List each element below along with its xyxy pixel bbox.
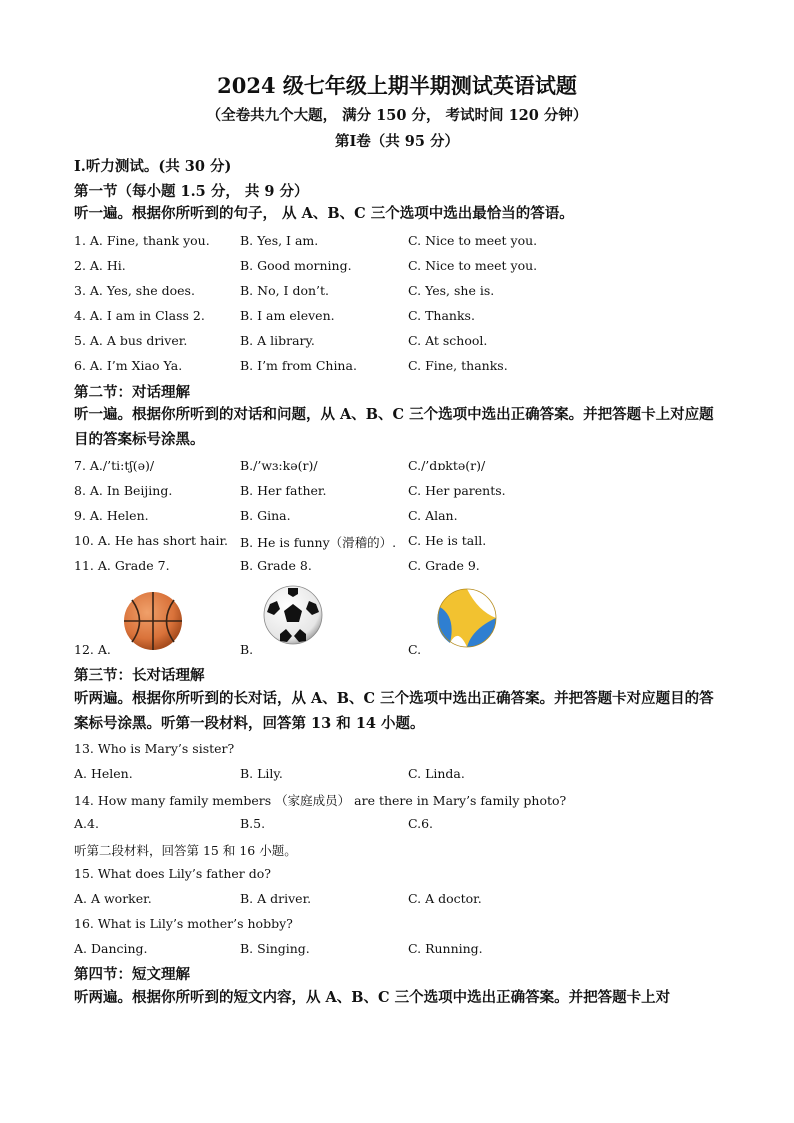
question-row xyxy=(74,258,726,278)
option-b: B. A driver. xyxy=(240,891,312,906)
soccer-ball-icon xyxy=(262,584,324,646)
option-c: C. Linda. xyxy=(408,766,465,781)
question-row xyxy=(74,358,726,378)
option-b: B. Good morning. xyxy=(240,258,352,273)
option-b: B. Her father. xyxy=(240,483,327,498)
section4-heading: 第四节：短文理解 xyxy=(74,966,190,983)
question-14: 14. How many family members （家庭成员） are there in Mary’s family photo? xyxy=(74,793,567,808)
question-row xyxy=(74,458,726,478)
section2-instruction: 听一遍。根据你所听到的对话和问题，从 A、B、C 三个选项中选出正确答案。并把答题卡上对应题目的答案标号涂黑。 xyxy=(74,406,714,448)
section1-heading: 第一节（每小题 1.5 分， 共 9 分） xyxy=(74,183,309,200)
option-c: C./’dɒktə(r)/ xyxy=(408,458,486,473)
option-a: 7. A./’ti:tʃ(ə)/ xyxy=(74,458,155,473)
option-a: 9. A. Helen. xyxy=(74,508,149,523)
section4-instruction: 听两遍。根据你所听到的短文内容，从 A、B、C 三个选项中选出正确答案。并把答题卡上对 xyxy=(74,989,671,1006)
option-c: C. Running. xyxy=(408,941,483,956)
option-c: C. Alan. xyxy=(408,508,458,523)
option-c: C. A doctor. xyxy=(408,891,482,906)
option-b: B. Grade 8. xyxy=(240,558,312,573)
option-a: A. Helen. xyxy=(74,766,133,781)
q12-option-c-label: C. xyxy=(408,642,422,657)
option-c: C. Her parents. xyxy=(408,483,506,498)
volleyball-icon xyxy=(436,587,498,649)
question-row xyxy=(74,941,726,961)
question-row xyxy=(74,533,726,553)
question-row xyxy=(74,333,726,353)
basketball-icon xyxy=(122,590,184,652)
option-a: 11. A. Grade 7. xyxy=(74,558,170,573)
option-b: B. He is funny（滑稽的）. xyxy=(240,535,397,550)
option-b: B. Lily. xyxy=(240,766,283,781)
soccer-ball-svg xyxy=(262,584,324,646)
question-16: 16. What is Lily’s mother’s hobby? xyxy=(74,916,293,931)
option-b: B. No, I don’t. xyxy=(240,283,330,298)
question-row xyxy=(74,308,726,328)
option-c: C. Nice to meet you. xyxy=(408,258,538,273)
option-b: B. Yes, I am. xyxy=(240,233,319,248)
section1-instruction: 听一遍。根据你所听到的句子， 从 A、B、C 三个选项中选出最恰当的答语。 xyxy=(74,205,574,222)
option-b: B./’wɜ:kə(r)/ xyxy=(240,458,318,473)
option-b: B. A library. xyxy=(240,333,315,348)
option-b: B.5. xyxy=(240,816,266,831)
option-c: C.6. xyxy=(408,816,434,831)
question-15: 15. What does Lily’s father do? xyxy=(74,866,271,881)
question-row xyxy=(74,891,726,911)
exam-title: 2024 级七年级上期半期测试英语试题 xyxy=(217,73,577,98)
section3-heading: 第三节：长对话理解 xyxy=(74,667,205,684)
question-row xyxy=(74,558,726,578)
question-row xyxy=(74,483,726,503)
option-a: 8. A. In Beijing. xyxy=(74,483,173,498)
exam-subtitle: （全卷共九个大题， 满分 150 分， 考试时间 120 分钟） xyxy=(206,107,588,124)
option-a: 10. A. He has short hair. xyxy=(74,533,229,548)
option-a: 2. A. Hi. xyxy=(74,258,126,273)
option-a: A.4. xyxy=(74,816,99,831)
question-row xyxy=(74,283,726,303)
option-b: B. Singing. xyxy=(240,941,310,956)
question-13: 13. Who is Mary’s sister? xyxy=(74,741,235,756)
question-row xyxy=(74,233,726,253)
volume-heading: 第Ⅰ卷（共 95 分） xyxy=(334,133,460,150)
question-row xyxy=(74,816,726,836)
option-a: 4. A. I am in Class 2. xyxy=(74,308,205,323)
option-c: C. Nice to meet you. xyxy=(408,233,538,248)
option-b: B. Gina. xyxy=(240,508,291,523)
part1-heading: Ⅰ.听力测试。(共 30 分) xyxy=(74,158,232,175)
q12-option-b-label: B. xyxy=(240,642,254,657)
option-a: 5. A. A bus driver. xyxy=(74,333,188,348)
option-b: B. I am eleven. xyxy=(240,308,335,323)
question-row xyxy=(74,766,726,786)
option-a: A. Dancing. xyxy=(74,941,148,956)
section2-heading: 第二节：对话理解 xyxy=(74,384,190,401)
option-a: 1. A. Fine, thank you. xyxy=(74,233,210,248)
option-c: C. Yes, she is. xyxy=(408,283,495,298)
option-c: C. Fine, thanks. xyxy=(408,358,508,373)
option-b: B. I’m from China. xyxy=(240,358,357,373)
option-c: C. Thanks. xyxy=(408,308,475,323)
option-a: 3. A. Yes, she does. xyxy=(74,283,195,298)
option-a: A. A worker. xyxy=(74,891,152,906)
option-c: C. He is tall. xyxy=(408,533,487,548)
option-a: 6. A. I’m Xiao Ya. xyxy=(74,358,183,373)
q12-option-a-label: 12. A. xyxy=(74,642,111,657)
section3-instruction: 听两遍。根据你所听到的长对话，从 A、B、C 三个选项中选出正确答案。并把答题卡对应题目的答案标号涂黑。听第一段材料，回答第 13 和 14 小题。 xyxy=(74,690,714,732)
question-row xyxy=(74,508,726,528)
volleyball-svg xyxy=(436,587,498,649)
basketball-svg xyxy=(122,590,184,652)
option-c: C. Grade 9. xyxy=(408,558,480,573)
material-note: 听第二段材料，回答第 15 和 16 小题。 xyxy=(74,843,297,858)
option-c: C. At school. xyxy=(408,333,488,348)
